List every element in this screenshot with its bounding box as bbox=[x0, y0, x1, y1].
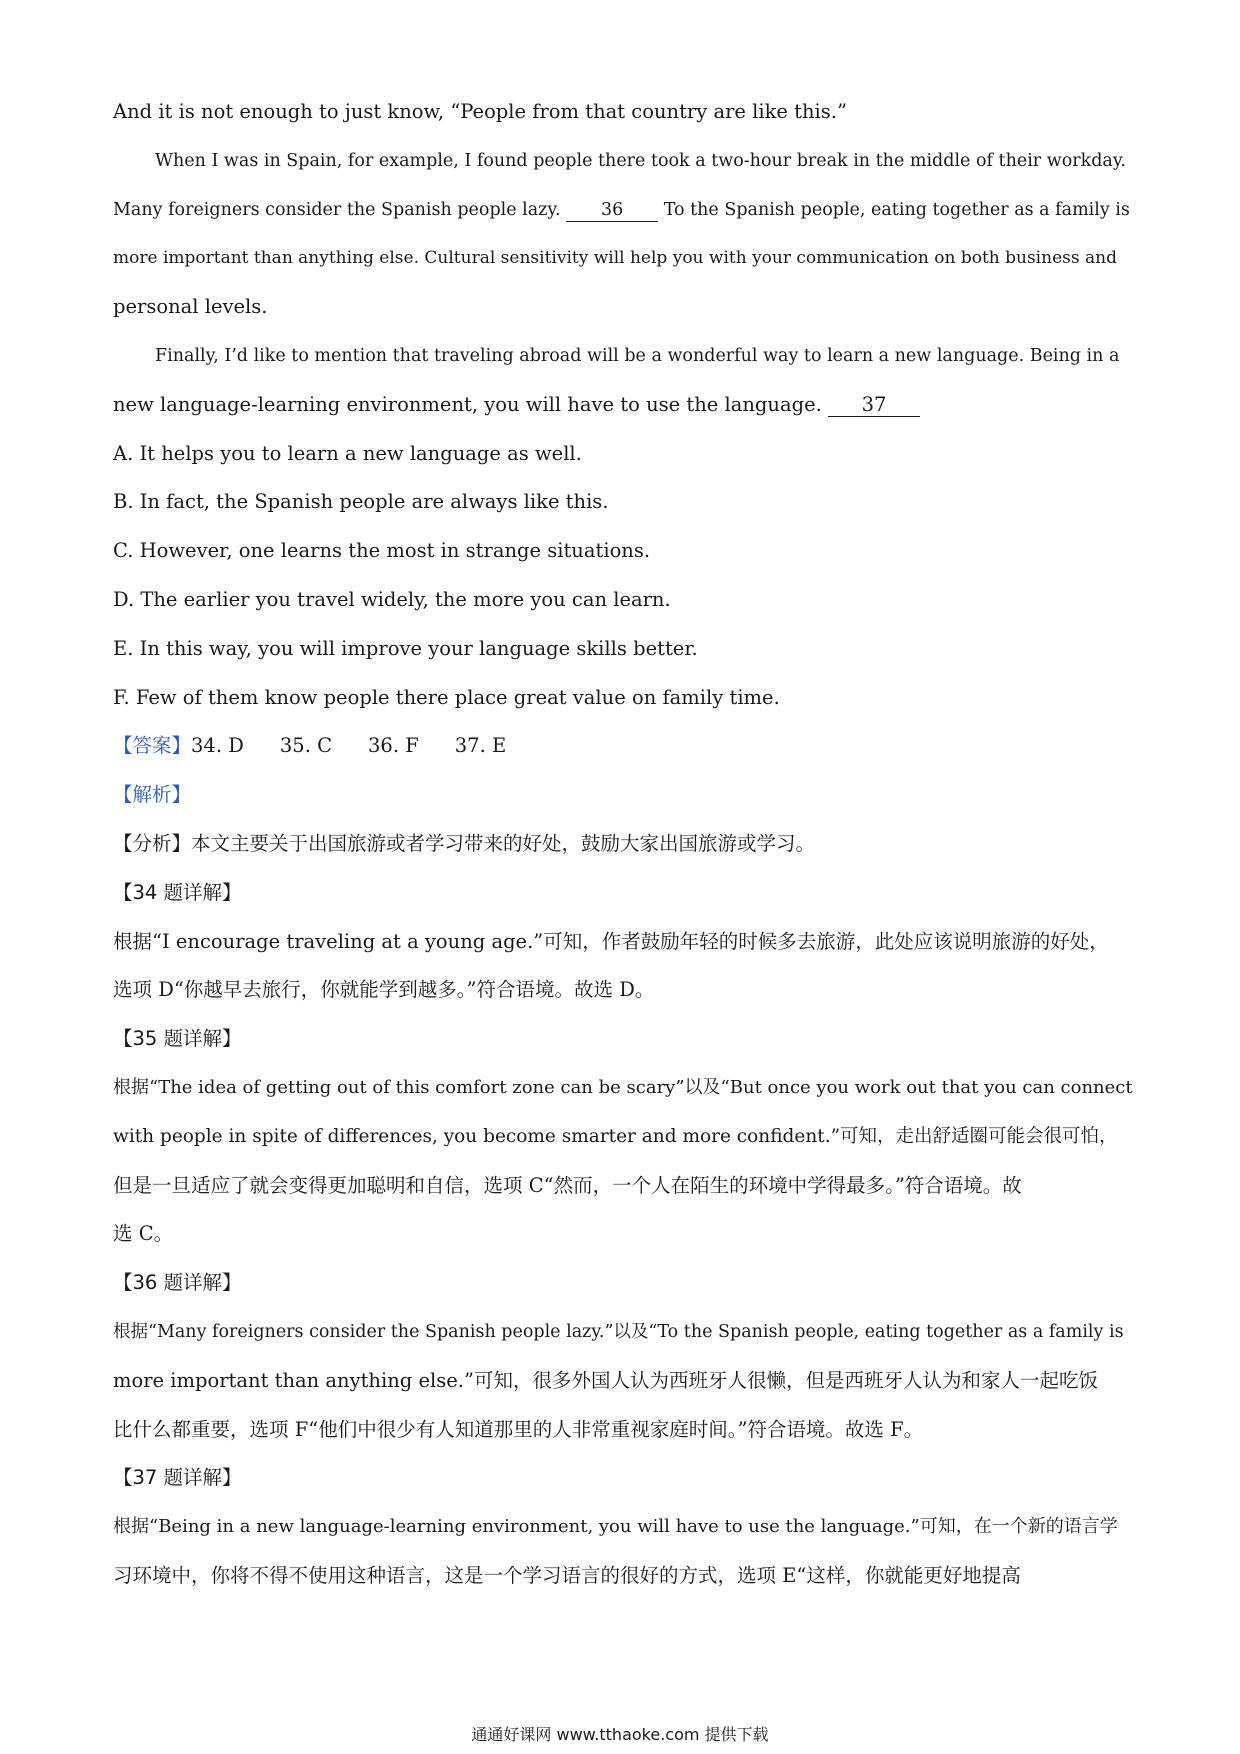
option-c: C. However, one learns the most in strange situations. bbox=[113, 539, 651, 563]
answer-item: 35. C bbox=[279, 734, 333, 758]
q34-line: 选项 D“你越早去旅行，你就能学到越多。”符合语境。故选 D。 bbox=[113, 978, 655, 1002]
passage-line bbox=[113, 381, 1133, 430]
q36-line: 根据“Many foreigners consider the Spanish people lazy.”以及“To the Spanish people, eating together as a family is bbox=[113, 1321, 1124, 1342]
option-e: E. In this way, you will improve your language skills better. bbox=[113, 636, 698, 660]
q37-line: 根据“Being in a new language-learning environment, you will have to use the language.”可知，在一个新的语言学 bbox=[113, 1516, 1118, 1538]
answer-item: 36. F bbox=[368, 734, 419, 758]
q37-line: 习环境中，你将不得不使用这种语言，这是一个学习语言的很好的方式，选项 E“这样，你就能更好地提高 bbox=[113, 1563, 1021, 1587]
analysis-label: 【解析】 bbox=[113, 783, 192, 807]
passage-line: personal levels. bbox=[113, 295, 268, 319]
summary-line: 【分析】本文主要关于出国旅游或者学习带来的好处，鼓励大家出国旅游或学习。 bbox=[113, 831, 816, 855]
option-b: B. In fact, the Spanish people are always like this. bbox=[113, 490, 609, 514]
passage-text: Many foreigners consider the Spanish people lazy. bbox=[113, 199, 561, 220]
q34-line: 根据“I encourage traveling at a young age.”可知，作者鼓励年轻的时候多去旅游，此处应该说明旅游的好处， bbox=[113, 929, 1109, 953]
passage-line bbox=[113, 186, 1133, 235]
passage-line: more important than anything else. Cultural sensitivity will help you with your communication on both business and bbox=[113, 248, 1117, 269]
option-a: A. It helps you to learn a new language as well. bbox=[113, 441, 582, 465]
option-d: D. The earlier you travel widely, the more you can learn. bbox=[113, 587, 671, 611]
q36-line: 比什么都重要，选项 F“他们中很少有人知道那里的人非常重视家庭时间。”符合语境。故选 F。 bbox=[113, 1417, 924, 1441]
q35-line: with people in spite of differences, you become smarter and more confident.”可知，走出舒适圈可能会很可怕， bbox=[113, 1125, 1118, 1147]
document-page bbox=[113, 88, 1133, 1601]
passage-line: Finally, I’d like to mention that traveling abroad will be a wonderful way to learn a new language. Being in a bbox=[155, 345, 1120, 366]
q35-line: 根据“The idea of getting out of this comfort zone can be scary”以及“But once you work out that you can connect bbox=[113, 1076, 1133, 1098]
q35-title: 【35 题详解】 bbox=[113, 1027, 242, 1051]
option-f: F. Few of them know people there place great value on family time. bbox=[113, 685, 780, 709]
answer-item: 37. E bbox=[454, 734, 507, 758]
blank-37: 37 bbox=[828, 394, 920, 417]
page-footer: 通通好课网 www.tthaoke.com 提供下载 bbox=[471, 1725, 769, 1744]
answer-row bbox=[113, 722, 1133, 771]
q34-title: 【34 题详解】 bbox=[113, 880, 242, 904]
blank-36: 36 bbox=[566, 199, 658, 222]
passage-line: When I was in Spain, for example, I found people there took a two-hour break in the middle of their workday. bbox=[155, 150, 1126, 171]
q35-line: 选 C。 bbox=[113, 1222, 174, 1246]
passage-line: And it is not enough to just know, “People from that country are like this.” bbox=[113, 100, 847, 123]
q35-line: 但是一旦适应了就会变得更加聪明和自信，选项 C“然而，一个人在陌生的环境中学得最多。”符合语境。故 bbox=[113, 1173, 1022, 1197]
q36-line: more important than anything else.”可知，很多外国人认为西班牙人很懒，但是西班牙人认为和家人一起吃饭 bbox=[113, 1368, 1098, 1392]
answer-item: 34. D bbox=[191, 734, 244, 758]
q37-title: 【37 题详解】 bbox=[113, 1466, 242, 1490]
passage-text: To the Spanish people, eating together as a family is bbox=[663, 199, 1130, 220]
q36-title: 【36 题详解】 bbox=[113, 1271, 242, 1295]
answer-label: 【答案】 bbox=[113, 734, 192, 758]
passage-text: new language-learning environment, you will have to use the language. bbox=[113, 392, 822, 416]
